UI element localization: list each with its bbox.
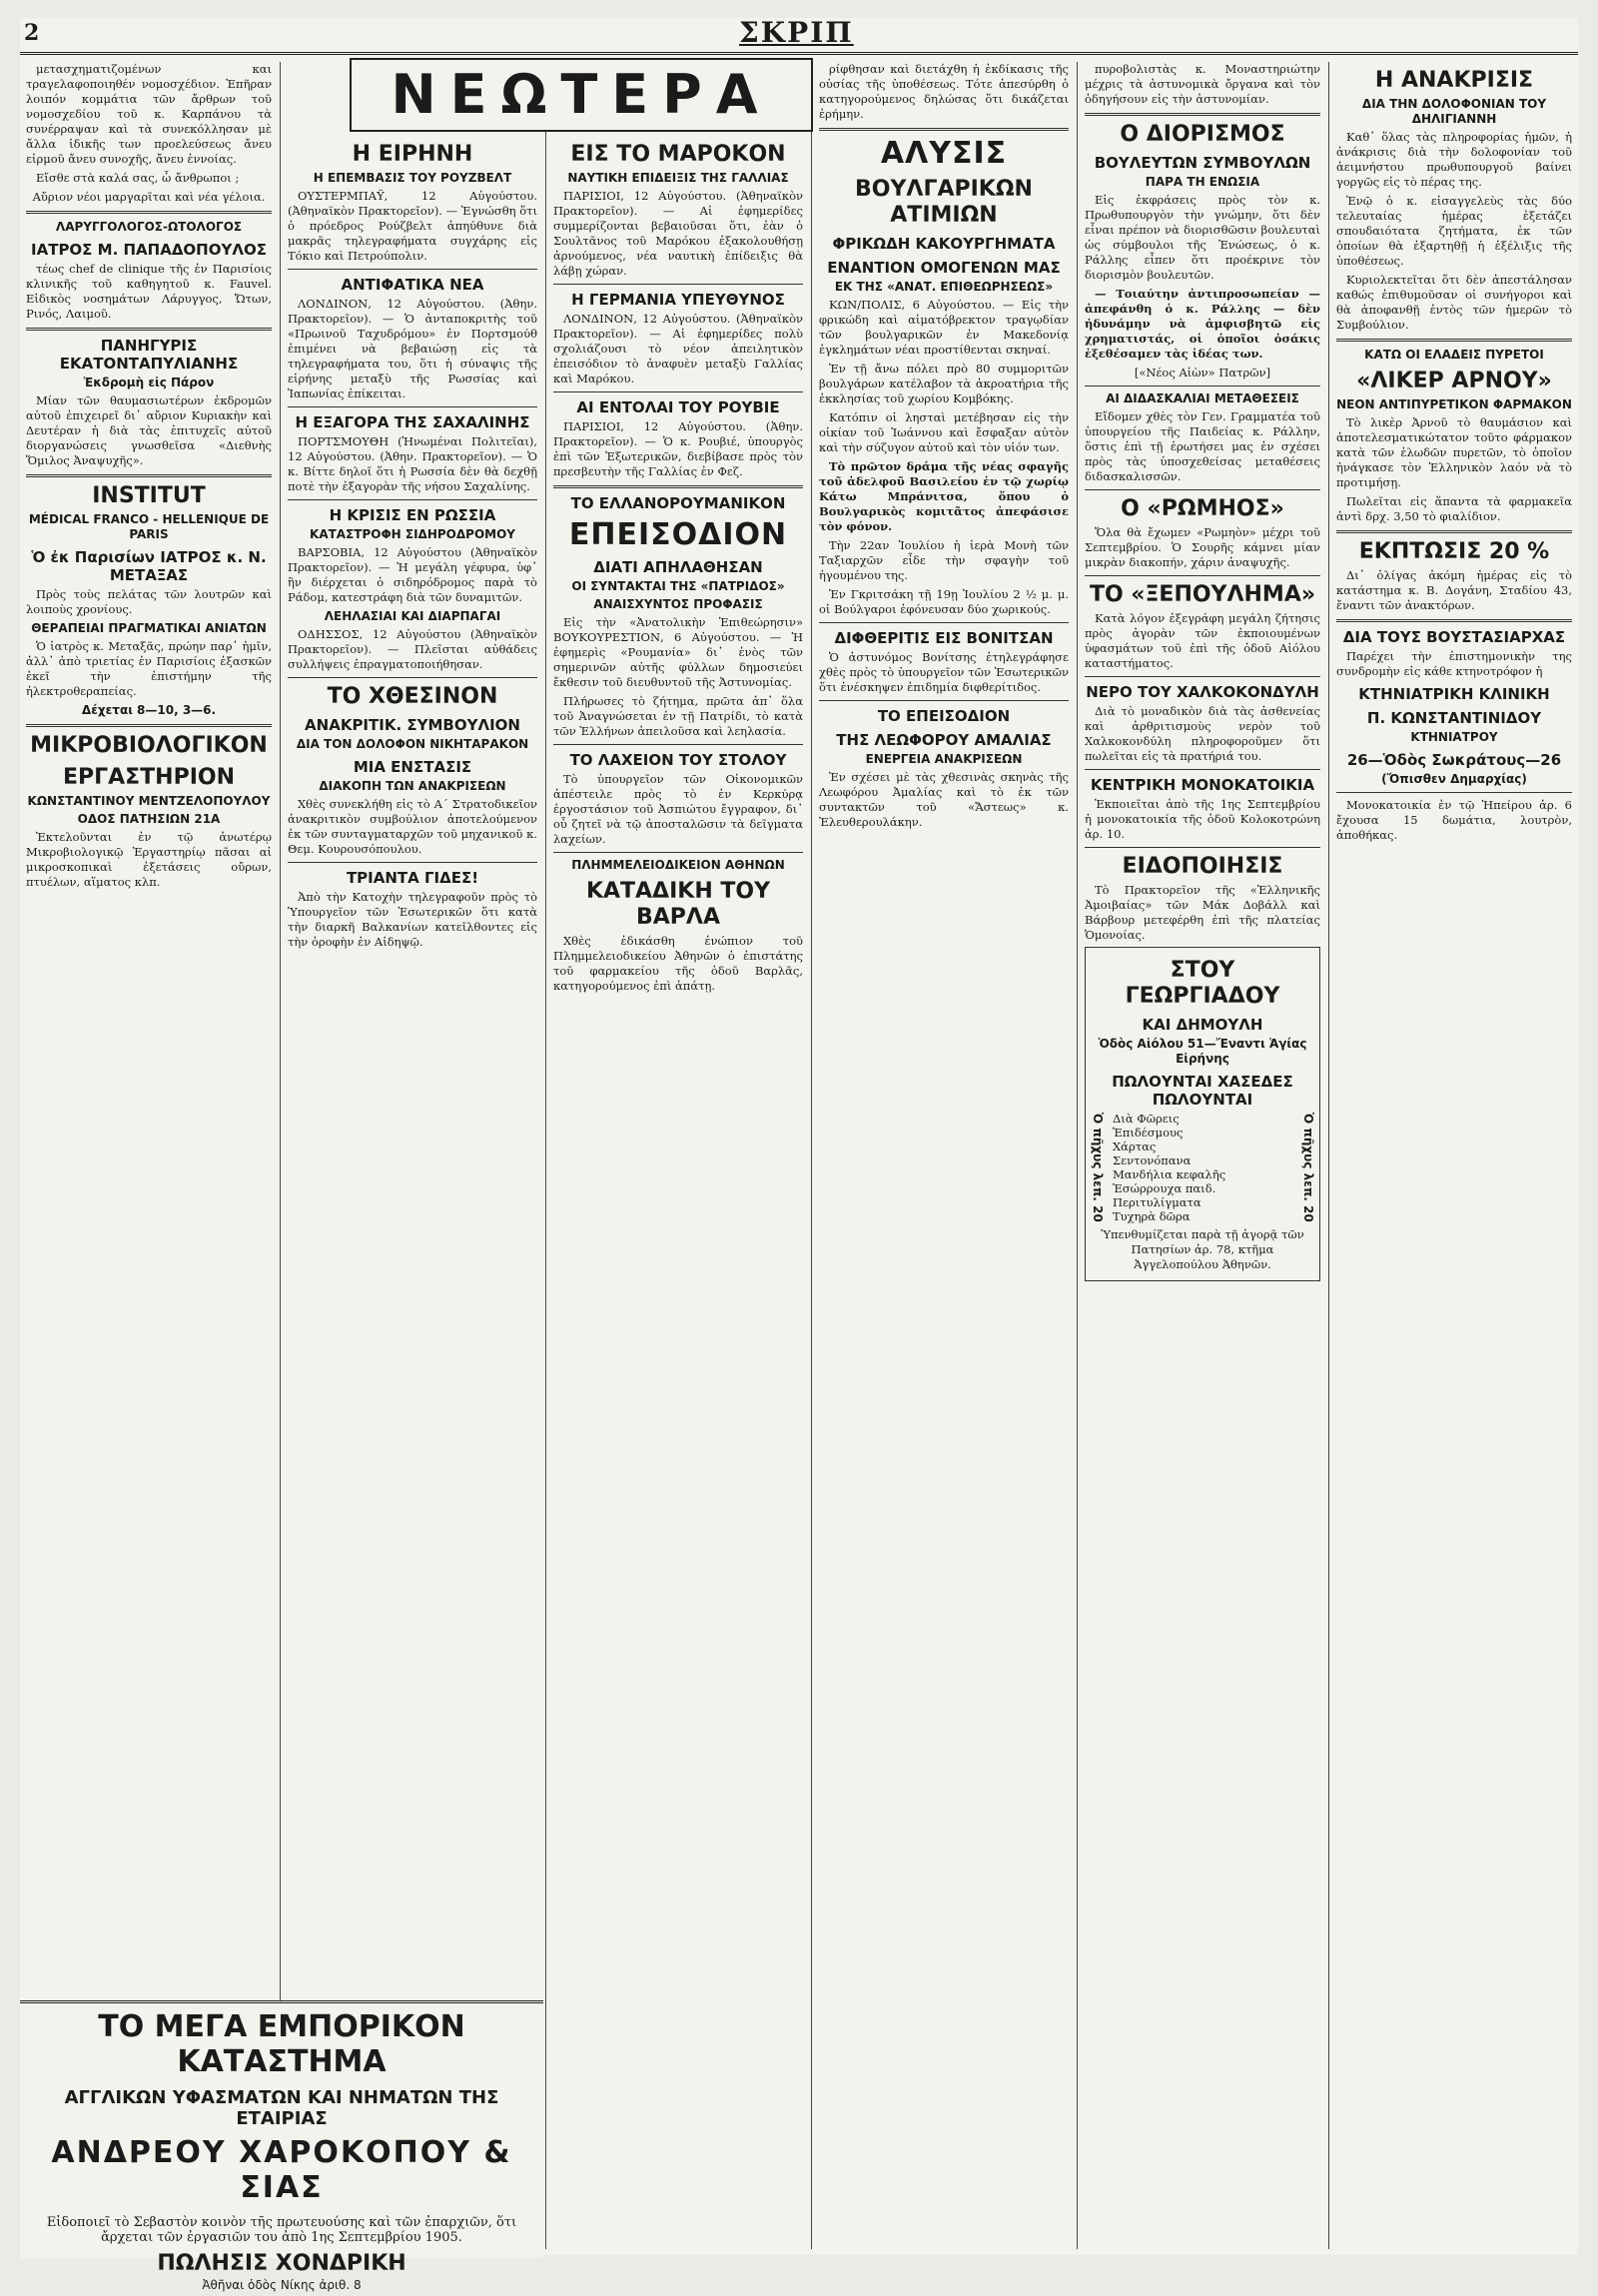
ad-title: ΣΤΟΥ ΓΕΩΡΓΙΑΔΟΥ bbox=[1125, 958, 1280, 1009]
section-subheading: ΔΙΑ ΤΟΝ ΔΟΛΟΦΟΝ ΝΙΚΗΤΑΡΑΚΟΝ bbox=[296, 737, 529, 751]
therapy-title: ΘΕΡΑΠΕΙΑΙ ΠΡΑΓΜΑΤΙΚΑΙ ΑΝΙΑΤΩΝ bbox=[31, 621, 267, 635]
section-heading: ΑΝΑΚΡΙΤΙΚ. ΣΥΜΒΟΥΛΙΟΝ bbox=[305, 716, 520, 734]
ad-item: Μανδήλια κεφαλῆς bbox=[1113, 1167, 1226, 1181]
article-text: Καθ᾽ ὅλας τὰς πληροφορίας ἡμῶν, ἡ ἀνάκρισις διὰ τὴν δολοφονίαν τοῦ ἀειμνήστου πρωθυπουργοῦ βαίνει γοργῶς εἰς τὸ πέρας της. bbox=[1336, 130, 1572, 189]
ad-text: Εἰδοποιεῖ τὸ Σεβαστὸν κοινὸν τῆς πρωτευούσης καὶ τῶν ἐπαρχιῶν, ὅτι ἄρχεται τῶν ἐργασιῶν του ἀπὸ 1ης Σεπτεμβρίου 1905. bbox=[46, 2215, 517, 2245]
section-subheading: ΛΕΗΛΑΣΙΑΙ ΚΑΙ ΔΙΑΡΠΑΓΑΙ bbox=[324, 609, 501, 623]
article-text: ΠΑΡΙΣΙΟΙ, 12 Αὐγούστου. (Ἀθηναϊκὸν Πρακτορεῖον). — Αἱ ἐφημερίδες συμμερίζονται βεβαιοῦσαι ὅτι, ἐὰν ὁ Σουλτᾶνος τοῦ Μαρόκου ἐξακολουθήσῃ ἀρνούμενος, νέα ναυτικὴ ἐπίδειξις θὰ λάβῃ χώραν. bbox=[553, 189, 803, 278]
ad-subtitle: Ἐκδρομὴ εἰς Πάρον bbox=[83, 376, 215, 389]
article-text: Εἰς ἐκφράσεις πρὸς τὸν κ. Πρωθυπουργὸν τὴν γνώμην, ὅτι δὲν εἶναι πρέπον νὰ διορισθῶσιν βουλευταὶ ὡς σύμβουλοι τῆς Ἐνώσεως, ὁ κ. Ράλλης εἶπεν ὅτι προέκρινε τὸν διορισμὸν βουλευτῶν. bbox=[1085, 193, 1320, 282]
section-heading-large: ΑΛΥΣΙΣ bbox=[880, 136, 1008, 171]
ad-text: Δι᾽ ὀλίγας ἀκόμη ἡμέρας εἰς τὸ κατάστημα κ. Β. Δογάνη, Σταδίου 43, ἔναντι τῶν ἀνακτόρων. bbox=[1336, 568, 1572, 612]
section-subheading: ΟΙ ΣΥΝΤΑΚΤΑΙ ΤΗΣ «ΠΑΤΡΙΔΟΣ» bbox=[571, 579, 785, 593]
section-subheading: ΚΑΤΑΣΤΡΟΦΗ ΣΙΔΗΡΟΔΡΟΜΟΥ bbox=[310, 527, 515, 541]
column-2 bbox=[282, 62, 543, 2249]
ad-subheadline: ΑΓΓΛΙΚΩΝ ΥΦΑΣΜΑΤΩΝ ΚΑΙ ΝΗΜΑΤΩΝ ΤΗΣ ΕΤΑΙΡΙΑΣ bbox=[64, 2087, 499, 2129]
article-text: — Τοιαύτην ἀντιπροσωπείαν — ἀπεφάνθη ὁ κ. Ράλλης — δὲν ἠδυνάμην νὰ ἀμφισβητῶ εἰς χρηματιστάς, οἱ ὁποῖοι ὁσάκις ἐξεθέσαμεν τὰς ἰδέας των. bbox=[1085, 287, 1320, 361]
section-heading: Η ΕΞΑΓΟΡΑ ΤΗΣ ΣΑΧΑΛΙΝΗΣ bbox=[295, 413, 530, 431]
section-heading: ΔΙΦΘΕΡΙΤΙΣ ΕΙΣ ΒΟΝΙΤΣΑΝ bbox=[834, 629, 1054, 647]
section-subheading: ΔΙΑ ΤΗΝ ΔΟΛΟΦΟΝΙΑΝ ΤΟΥ ΔΗΛΙΓΙΑΝΝΗ bbox=[1361, 97, 1547, 126]
section-heading: ΑΙ ΕΝΤΟΛΑΙ ΤΟΥ ΡΟΥΒΙΕ bbox=[576, 398, 780, 416]
ad-text: Παρέχει τὴν ἐπιστημονικὴν της συνδρομὴν εἰς κάθε κτηνοτρόφον ἡ bbox=[1336, 649, 1572, 678]
ad-company: ΑΝΔΡΕΟΥ ΧΑΡΟΚΟΠΟΥ & ΣΙΑΣ bbox=[51, 2135, 512, 2205]
ad-item: Ἐπιδέσμους bbox=[1113, 1126, 1184, 1140]
article-text: ΟΔΗΣΣΟΣ, 12 Αὐγούστου (Ἀθηναϊκὸν Πρακτορεῖον). — Πλεῖσται αὐθάδεις συλλήψεις ἐπραγματοποιήθησαν. bbox=[288, 627, 537, 671]
column-5 bbox=[1079, 62, 1326, 2249]
article-text: ΛΟΝΔΙΝΟΝ, 12 Αὐγούστου. (Ἀθηναϊκὸν Πρακτορεῖον). — Αἱ ἐφημερίδες πολὺ σχολιάζουσι τὸ νέον ἀπειλητικὸν ἐπεισόδιον τὸ ἀναφυὲν μεταξὺ Γαλλίας καὶ Μαρόκου. bbox=[553, 312, 803, 385]
ad-title: ΕΚΠΤΩΣΙΣ 20 % bbox=[1358, 539, 1550, 564]
article-text: Ἐν Γκριτσάκη τῇ 19ῃ Ἰουλίου 2 ½ μ. μ. οἱ Βούλγαροι ἐφόνευσαν δύο χωρικούς. bbox=[819, 587, 1069, 616]
ad-title: ΚΑΤΩ ΟΙ ΕΛΑΔΕΙΣ ΠΥΡΕΤΟΙ bbox=[1364, 348, 1544, 362]
article-text: Τὸ πρῶτον δράμα τῆς νέας σφαγῆς τοῦ ἀδελφοῦ Βασιλείου ἐν τῷ χωρίῳ Κάτω Μπράνιτσα, ὅπου ὁ Βουλγαρικὸς κομιτᾶτος ἀπεφάσισε τὸν φόνον. bbox=[819, 459, 1069, 533]
section-heading: Η ΑΝΑΚΡΙΣΙΣ bbox=[1374, 68, 1534, 93]
article-text: Διὰ τὸ μοναδικὸν διὰ τὰς ἀσθενείας καὶ ἀρθριτισμοὺς νερὸν τοῦ Χαλκοκονδύλη πληροφοροῦμεν ὅτι πωλεῖται εἰς τὰ πρατήριά του. bbox=[1085, 704, 1320, 763]
ad-text: Ὁ ἰατρὸς κ. Μεταξᾶς, πρώην παρ᾽ ἡμῖν, ἀλλ᾽ ἀπὸ τριετίας ἐν Παρισίοις ἐξασκῶν ἐκεῖ τὴν ἐπιστήμην τῆς ἠλεκτροθεραπείας. bbox=[26, 639, 272, 698]
ad-address: Ἀθῆναι ὁδὸς Νίκης ἀριθ. 8 bbox=[202, 2278, 362, 2292]
column-4 bbox=[813, 62, 1075, 2249]
section-heading: ΤΟ ΧΘΕΣΙΝΟΝ bbox=[327, 684, 498, 709]
article-text: Ἐν σχέσει μὲ τὰς χθεσινὰς σκηνὰς τῆς Λεωφόρου Ἀμαλίας καὶ τὸ ἐκ τῶν συντακτῶν τοῦ «Ἄστεως» κ. Ἐλευθερουλάκην. bbox=[819, 770, 1069, 829]
ad-doctor-name: ΙΑΤΡΟΣ Μ. ΠΑΠΑΔΟΠΟΥΛΟΣ bbox=[31, 241, 267, 259]
ad-item: Ἐσώρρουχα παιδ. bbox=[1113, 1181, 1216, 1195]
section-heading: ΚΑΤΑΔΙΚΗ ΤΟΥ ΒΑΡΛΑ bbox=[585, 879, 771, 930]
section-heading: Η ΕΙΡΗΝΗ bbox=[352, 142, 473, 167]
article-text: ΟΥΣΤΕΡΜΠΑΫ, 12 Αὐγούστου. (Ἀθηναϊκὸν Πρακτορεῖον). — Ἐγνώσθη ὅτι ὁ πρόεδρος Ρούζβελτ ἀπηύθυνε διὰ μακρᾶς τηλεγραφήματα συγχάρης εἰς Τόκιο καὶ Πετρούπολιν. bbox=[288, 189, 537, 263]
section-heading: ΤΗΣ ΛΕΩΦΟΡΟΥ ΑΜΑΛΙΑΣ bbox=[836, 731, 1052, 749]
ad-title: ΠΑΝΗΓΥΡΙΣ ΕΚΑΤΟΝΤΑΠΥΛΙΑΝΗΣ bbox=[59, 337, 239, 373]
section-subheading: ΝΑΥΤΙΚΗ ΕΠΙΔΕΙΞΙΣ ΤΗΣ ΓΑΛΛΙΑΣ bbox=[567, 171, 789, 185]
ad-subtitle: ΝΕΟΝ ΑΝΤΙΠΥΡΕΤΙΚΟΝ ΦΑΡΜΑΚΟΝ bbox=[1336, 397, 1572, 411]
ad-item: Περιτυλίγματα bbox=[1113, 1195, 1201, 1209]
article-text: Εἰς τὴν «Ἀνατολικὴν Ἐπιθεώρησιν» ΒΟΥΚΟΥΡΕΣΤΙΟΝ, 6 Αὐγούστου. — Ἡ ἐφημερὶς «Ρουμανία» δι᾽ ἑνὸς τῶν σημερινῶν αὐτῆς φύλλων δημοσιεύει ἔκθεσιν τοῦ διευθυντοῦ τῆς Ἀστυνομίας. bbox=[553, 615, 803, 689]
newspaper-page bbox=[20, 16, 1578, 2292]
article-text: Κατόπιν οἱ λησταὶ μετέβησαν εἰς τὴν οἰκίαν τοῦ Ἰωάννου καὶ ἔσφαξαν αὐτὸν καὶ τὴν σύζυγον αὐτοῦ καὶ τὸν υἱόν των. bbox=[819, 410, 1069, 454]
section-heading: Ο ΔΙΟΡΙΣΜΟΣ bbox=[1120, 122, 1285, 147]
article-text: Χθὲς ἐδικάσθη ἐνώπιον τοῦ Πλημμελειοδικείου Ἀθηνῶν ὁ ἐπιστάτης τοῦ φαρμακείου τῆς ὁδοῦ Βαρλᾶς, κατηγορούμενος ἐπὶ ἀπάτῃ. bbox=[553, 934, 803, 993]
institut-title: INSTITUT bbox=[92, 483, 206, 508]
main-headline: ΝΕΩΤΕΡΑ bbox=[350, 58, 813, 132]
ad-sale: ΠΩΛΟΥΝΤΑΙ ΧΑΣΕΔΕΣ ΠΩΛΟΥΝΤΑΙ bbox=[1112, 1073, 1293, 1109]
ad-text: Πωλεῖται εἰς ἅπαντα τὰ φαρμακεῖα ἀντὶ δρχ. 3,50 τὸ φιαλίδιον. bbox=[1336, 494, 1572, 523]
page-number: 2 bbox=[24, 20, 40, 46]
ad-item: Διὰ Φῶρεις bbox=[1113, 1112, 1180, 1126]
office-hours: Δέχεται 8—10, 3—6. bbox=[81, 703, 217, 717]
section-heading: ΒΟΥΛΕΥΤΩΝ ΣΥΜΒΟΥΛΩΝ bbox=[1094, 154, 1311, 172]
ad-text: Μίαν τῶν θαυμασιωτέρων ἐκδρομῶν αὐτοῦ ἐπιχειρεῖ δι᾽ αὔριον Κυριακὴν καὶ Δευτέραν ἡ διὰ τὰς ἐπιτυχεῖς αὐτοῦ διοργανώσεις γνωσθεῖσα «Διεθνὴς Ὅμιλος Ἀναψυχῆς». bbox=[26, 393, 272, 467]
article-text: ΒΑΡΣΟΒΙΑ, 12 Αὐγούστου (Ἀθηναϊκὸν Πρακτορεῖον). — Ἡ μεγάλη γέφυρα, ὑφ᾽ ἣν διέρχεται ὁ σιδηρόδρομος παρὰ τὸ Ράδομ, κατεστράφη διὰ τῶν δυναμιτῶν. bbox=[288, 545, 537, 604]
section-subheading: ΠΛΗΜΜΕΛΕΙΟΔΙΚΕΙΟΝ ΑΘΗΝΩΝ bbox=[571, 858, 785, 872]
column-6 bbox=[1330, 62, 1578, 2249]
ad-price-left: Ὁ πῆχυς λεπ. 20 bbox=[1091, 1113, 1105, 1222]
section-subheading: ΠΑΡΑ ΤΗ ΕΝΩΣΙΑ bbox=[1145, 175, 1260, 189]
article-text: Ἐν τῇ ἄνω πόλει πρὸ 80 συμμοριτῶν βουλγάρων κατέλαβον τὰ ἀκροατήρια τῆς ἐκκλησίας τοῦ χωρίου Κομβόκης. bbox=[819, 362, 1069, 405]
article-text: Κατὰ λόγον ἐξεγράφη μεγάλη ζήτησις πρὸς ἀγορὰν τῶν ἐκποιουμένων ὑφασμάτων τοῦ ἐπὶ τῆς ὁδοῦ Αἰόλου καταστήματος. bbox=[1085, 611, 1320, 670]
ad-text: τέως chef de clinique τῆς ἐν Παρισίοις κλινικῆς τοῦ καθηγητοῦ κ. Fauvel. Εἰδικὸς νοσημάτων Λάρυγγος, Ὤτων, Ρινός, Λαιμοῦ. bbox=[26, 262, 272, 321]
ad-title: ΔΙΑ ΤΟΥΣ ΒΟΥΣΤΑΣΙΑΡΧΑΣ bbox=[1342, 628, 1566, 646]
ad-headline: ΤΟ ΜΕΓΑ ΕΜΠΟΡΙΚΟΝ ΚΑΤΑΣΤΗΜΑ bbox=[98, 2009, 465, 2079]
section-heading: ΕΙΔΟΠΟΙΗΣΙΣ bbox=[1122, 854, 1283, 879]
section-heading: ΚΕΝΤΡΙΚΗ ΜΟΝΟΚΑΤΟΙΚΙΑ bbox=[1090, 776, 1315, 794]
section-subheading: ΕΚ ΤΗΣ «ΑΝΑΤ. ΕΠΙΘΕΩΡΗΣΕΩΣ» bbox=[834, 280, 1054, 294]
article-text: Ὅλα θὰ ἔχωμεν «Ρωμηὸν» μέχρι τοῦ Σεπτεμβρίου. Ὁ Σουρῆς κάμνει μίαν μικρὰν διακοπήν, χάριν ἀναψυχῆς. bbox=[1085, 525, 1320, 569]
section-heading: ΤΟ ΕΠΕΙΣΟΔΙΟΝ bbox=[877, 707, 1011, 725]
bottom-advertisement bbox=[20, 2000, 543, 2292]
article-text: Κυριολεκτεῖται ὅτι δὲν ἀπεστάλησαν καθώς ἐπιθυμοῦσαν οἱ συνήγοροι καὶ θὰ ἀποφανθῇ ἐντὸς τῶν ἡμερῶν τὸ Συμβούλιον. bbox=[1336, 273, 1572, 332]
section-heading: ΑΝΤΙΦΑΤΙΚΑ ΝΕΑ bbox=[341, 276, 484, 294]
article-text: ΠΑΡΙΣΙΟΙ, 12 Αὐγούστου. (Ἀθην. Πρακτορεῖον). — Ὁ κ. Ρουβιέ, ὑπουργὸς ἐπὶ τῶν Ἐξωτερικῶν, διεβίβασε πρὸς τὸν πρεσβευτὴν τῆς Γαλλίας ἐν Φεζ. bbox=[553, 419, 803, 478]
ad-text: Ἐκτελοῦνται ἐν τῷ ἀνωτέρῳ Μικροβιολογικῷ Ἐργαστηρίῳ πᾶσαι αἱ μικροσκοπικαὶ ἐξετάσεις οὔρων, πτυέλων, αἵματος κλπ. bbox=[26, 830, 272, 889]
section-heading: ΕΝΑΝΤΙΟΝ ΟΜΟΓΕΝΩΝ ΜΑΣ bbox=[827, 259, 1061, 277]
section-heading: Η ΚΡΙΣΙΣ ΕΝ ΡΩΣΣΙΑ bbox=[329, 506, 496, 524]
article-text: πυροβολιστὰς κ. Μοναστηριώτην μέχρις τὰ ἀστυνομικὰ ὄργανα καὶ τὸν ὁδηγήσουν εἰς τὴν ἀστυνομίαν. bbox=[1085, 62, 1320, 106]
ad-name-2: Π. ΚΩΝΣΤΑΝΤΙΝΙΔΟΥ bbox=[1366, 709, 1542, 727]
section-subheading: ΑΝΑΙΣΧΥΝΤΟΣ ΠΡΟΦΑΣΙΣ bbox=[593, 597, 763, 611]
column-3 bbox=[547, 62, 809, 2249]
ad-footer: Ὑπενθυμίζεται παρὰ τῇ ἀγορᾷ τῶν Πατησίων ἀρ. 78, κτῆμα Ἀγγελοπούλου Ἀθηνῶν. bbox=[1101, 1227, 1304, 1271]
article-text: ρίφθησαν καὶ διετάχθη ἡ ἐκδίκασις τῆς οὐσίας τῆς ὑποθέσεως. Τότε ἀπεσύρθη ὁ κατηγορούμενος δηλώσας ὅτι δικάζεται ἐρήμην. bbox=[819, 62, 1069, 121]
article-text: Αὔριον νέοι μαργαρῖται καὶ νέα γέλοια. bbox=[32, 190, 266, 204]
ad-georgiadou bbox=[1085, 947, 1320, 1281]
section-heading: ΤΟ «ΞΕΠΟΥΛΗΜΑ» bbox=[1089, 582, 1316, 607]
section-heading-large: ΕΠΕΙΣΟΔΙΟΝ bbox=[568, 517, 788, 552]
section-heading: ΝΕΡΟ ΤΟΥ ΧΑΛΚΟΚΟΝΔΥΛΗ bbox=[1086, 683, 1319, 701]
lab-name: ΚΩΝΣΤΑΝΤΙΝΟΥ ΜΕΝΤΖΕΛΟΠΟΥΛΟΥ bbox=[27, 794, 271, 808]
ad-address: 26—Ὁδὸς Σωκράτους—26 bbox=[1346, 751, 1562, 769]
ad-item: Τυχηρὰ δῶρα bbox=[1113, 1209, 1191, 1223]
ad-address-2: (Ὄπισθεν Δημαρχίας) bbox=[1381, 772, 1527, 786]
article-text: ΠΟΡΤΣΜΟΥΘΗ (Ἡνωμέναι Πολιτεῖαι), 12 Αὐγούστου. (Ἀθην. Πρακτορεῖον). — Ὁ κ. Βίττε δηλοῖ ὅτι ἡ Ρωσσία δὲν θὰ δεχθῇ ποτὲ τὴν ἐξαγορὰν τῆς νήσου Σαχαλίνης. bbox=[288, 434, 537, 493]
section-subheading: ΔΙΑΚΟΠΗ ΤΩΝ ΑΝΑΚΡΙΣΕΩΝ bbox=[319, 779, 506, 793]
article-text: μετασχηματιζομένων και τραγελαφοποιηθέν νομοσχέδιον. Ἐπῆραν λοιπόν κομμάτια τῶν ἄρθρων τοῦ νομοσχεδίου τοῦ κ. Καρπάνου τὰ συνέρραψαν καὶ τὰ συνεκόλλησαν μὲ ἄλλα ἰδικῆς των προελεύσεως ἄνευ εἱρμοῦ ἄνευ συνοχῆς, ἄνευ ἐννοίας. bbox=[26, 62, 272, 166]
ad-text: Πρὸς τοὺς πελάτας τῶν λουτρῶν καὶ λοιποὺς χρονίους. bbox=[26, 587, 272, 616]
article-text: Εἴσθε στὰ καλά σας, ὦ ἄνθρωποι ; bbox=[36, 171, 240, 185]
section-heading: ΤΡΙΑΝΤΑ ΓΙΔΕΣ! bbox=[346, 869, 479, 887]
article-text: Ἐνῷ ὁ κ. εἰσαγγελεὺς τὰς δύο τελευταίας ἡμέρας ἐξετάζει σπουδαιότατα ζητήματα, ἐκ τῶν ὁποίων θὰ ἐξαρτηθῇ ἡ ἐξέλιξις τῆς ὑποθέσεως. bbox=[1336, 194, 1572, 268]
article-text: Εἴδομεν χθὲς τὸν Γεν. Γραμματέα τοῦ ὑπουργείου τῆς Παιδείας κ. Ράλλην, ὅστις ἐπὶ τῇ ἐρωτήσει μας ἐν σχέσει πρὸς τὰς ὑποσχεθείσας μεταθέσεις διδασκαλισσῶν. bbox=[1085, 409, 1320, 483]
masthead bbox=[20, 18, 1578, 55]
ad-title-2: ΚΑΙ ΔΗΜΟΥΛΗ bbox=[1142, 1016, 1263, 1034]
ad-title-2: «ΛΙΚΕΡ ΑΡΝΟΥ» bbox=[1356, 369, 1552, 393]
lab-title: ΜΙΚΡΟΒΙΟΛΟΓΙΚΟΝ bbox=[30, 733, 268, 758]
article-text: Τὸ Πρακτορεῖον τῆς «Ἑλληνικῆς Ἀμοιβαίας» τῶν Μάκ Δοβάλλ καὶ Βάρβουρ μετεφέρθη ἐπὶ τῆς πλατείας Ὁμονοίας. bbox=[1085, 883, 1320, 942]
section-heading: Ο «ΡΩΜΗΟΣ» bbox=[1121, 496, 1284, 521]
ad-role: ΚΤΗΝΙΑΤΡΟΥ bbox=[1410, 730, 1498, 744]
ad-name: ΚΤΗΝΙΑΤΡΙΚΗ ΚΛΙΝΙΚΗ bbox=[1358, 685, 1550, 703]
section-heading: ΦΡΙΚΩΔΗ ΚΑΚΟΥΡΓΗΜΑΤΑ bbox=[832, 235, 1056, 253]
section-heading: ΔΙΑΤΙ ΑΠΗΛΑΘΗΣΑΝ bbox=[593, 558, 763, 576]
section-heading: ΕΙΣ ΤΟ ΜΑΡΟΚΟΝ bbox=[570, 142, 786, 167]
article-text: Ἐκποιεῖται ἀπὸ τῆς 1ης Σεπτεμβρίου ἡ μονοκατοικία τῆς ὁδοῦ Κολοκοτρώνη ἀρ. 10. bbox=[1085, 797, 1320, 841]
section-subheading: Η ΕΠΕΜΒΑΣΙΣ ΤΟΥ ΡΟΥΖΒΕΛΤ bbox=[313, 171, 512, 185]
article-text: Χθὲς συνεκλήθη εἰς τὸ Α΄ Στρατοδικεῖον ἀνακριτικὸν συμβούλιον ἀποτελούμενον ἐκ τῶν συνταγματαρχῶν τοῦ μηχανικοῦ κ. Θεμ. Κουρουσόπουλου. bbox=[288, 797, 537, 856]
ad-text: Μονοκατοικία ἐν τῷ Ἠπείρου ἀρ. 6 ἔχουσα 15 δωμάτια, λουτρὸν, ἀποθήκας. bbox=[1336, 798, 1572, 842]
ad-text: Τὸ λικὲρ Ἀρνοῦ τὸ θαυμάσιον καὶ ἀποτελεσματικώτατον τοῦτο φάρμακον κατὰ τῶν ἑλωδῶν πυρετῶν, τὸ ὁποῖον ἠνάγκασε τὸν Ἑλληνικὸν λαόν νὰ τὸ προτιμήσῃ. bbox=[1336, 415, 1572, 489]
ad-price-right: Ὁ πῆχυς λεπ. 20 bbox=[1301, 1113, 1315, 1222]
column-1 bbox=[20, 62, 278, 2249]
article-text: ΛΟΝΔΙΝΟΝ, 12 Αὐγούστου. (Ἀθην. Πρακτορεῖον). — Ὁ ἀνταποκριτὴς τοῦ «Πρωινοῦ Ταχυδρόμου» ἐν Πορτσμούθ ἐπιμένει νὰ βεβαιώσῃ εἰς τὰ τηλεγραφήματα του, ὅτι ἡ σύναψις τῆς εἰρήνης μεταξὺ τῆς Ρωσσίας καὶ Ἰαπωνίας ἐπίκειται. bbox=[288, 297, 537, 400]
section-heading: Η ΓΕΡΜΑΝΙΑ ΥΠΕΥΘΥΝΟΣ bbox=[571, 291, 785, 309]
ad-wholesale: ΠΩΛΗΣΙΣ ΧΟΝΔΡΙΚΗ bbox=[157, 2251, 406, 2276]
ad-title: ΛΑΡΥΓΓΟΛΟΓΟΣ-ΩΤΟΛΟΓΟΣ bbox=[55, 220, 243, 234]
section-subheading: ΑΙ ΔΙΔΑΣΚΑΛΙΑΙ ΜΕΤΑΘΕΣΕΙΣ bbox=[1106, 391, 1299, 405]
section-heading: ΤΟ ΕΛΛΑΝΟΡΟΥΜΑΝΙΚΟΝ bbox=[570, 494, 786, 512]
section-subheading: ΕΝΕΡΓΕΙΑ ΑΝΑΚΡΙΣΕΩΝ bbox=[865, 752, 1023, 766]
newspaper-title: ΣΚΡΙΠ bbox=[739, 16, 854, 49]
article-text: Ἀπὸ τὴν Κατοχὴν τηλεγραφοῦν πρὸς τὸ Ὑπουργεῖον τῶν Ἐσωτερικῶν ὅτι κατὰ τὴν διαρκῆ Βαλκανίων κατεῖλθοντες εἰς τὴν ὀροφὴν ἐν Αἰδηψῷ. bbox=[288, 890, 537, 949]
section-heading: ΤΟ ΛΑΧΕΙΟΝ ΤΟΥ ΣΤΟΛΟΥ bbox=[569, 751, 787, 769]
lab-address: ΟΔΟΣ ΠΑΤΗΣΙΩΝ 21Α bbox=[77, 812, 221, 826]
ad-item: Χάρτας bbox=[1113, 1140, 1157, 1153]
article-text: Τὸ ὑπουργεῖον τῶν Οἰκονομικῶν ἀπέστειλε πρὸς τὸ ἐν Κερκύρᾳ ἐργοστάσιον τοῦ Ἀσπιώτου ἔγγραφον, δι᾽ οὗ ζητεῖ νὰ τῷ ἀποσταλῶσιν τὰ δεῖγματα λαχείων. bbox=[553, 772, 803, 846]
section-heading: ΒΟΥΛΓΑΡΙΚΩΝ ΑΤΙΜΙΩΝ bbox=[855, 177, 1033, 228]
institut-doctor: Ὁ ἐκ Παρισίων ΙΑΤΡΟΣ κ. Ν. ΜΕΤΑΞΑΣ bbox=[31, 548, 267, 584]
article-text: Τὴν 22αν Ἰουλίου ἡ ἱερὰ Μονὴ τῶν Ταξιαρχῶν εἶδε τὴν σφαγὴν τοῦ ἡγουμένου της. bbox=[819, 538, 1069, 582]
article-text: Ὁ ἀστυνόμος Βονίτσης ἐτηλεγράφησε χθὲς πρὸς τὸ ὑπουργεῖον τῶν Ἐσωτερικῶν ὅτι ἐνέσκηψεν ἐπιδημία διφθερίτιδος. bbox=[819, 650, 1069, 694]
ad-address: Ὁδὸς Αἰόλου 51—Ἔναντι Ἁγίας Εἰρήνης bbox=[1098, 1037, 1307, 1066]
article-text: ΚΩΝ/ΠΟΛΙΣ, 6 Αὐγούστου. — Εἰς τὴν φρικώδη καὶ αἱματόβρεκτον τραγῳδίαν τῶν βουλγαρικῶν ἐν Μακεδονίᾳ ἐγκλημάτων νέαι προστίθενται σκηναί. bbox=[819, 298, 1069, 357]
ad-item: Σεντονόπανα bbox=[1113, 1153, 1192, 1167]
article-text: Πλήρωσες τὸ ζήτημα, πρῶτα ἀπ᾽ ὅλα τοῦ Ἀναγνώσεται ἐν τῇ Πατρίδι, τὸ κατὰ τῶν Ἑλλήνων ἀπειλοῦσα καὶ λεηλασία. bbox=[553, 694, 803, 738]
lab-title-2: ΕΡΓΑΣΤΗΡΙΟΝ bbox=[62, 765, 236, 790]
section-heading: ΜΙΑ ΕΝΣΤΑΣΙΣ bbox=[353, 758, 472, 776]
institut-subtitle: MÉDICAL FRANCO - HELLENIQUE DE PARIS bbox=[28, 512, 270, 541]
signature: [«Νέος Αἰὼν» Πατρῶν] bbox=[1134, 366, 1271, 380]
